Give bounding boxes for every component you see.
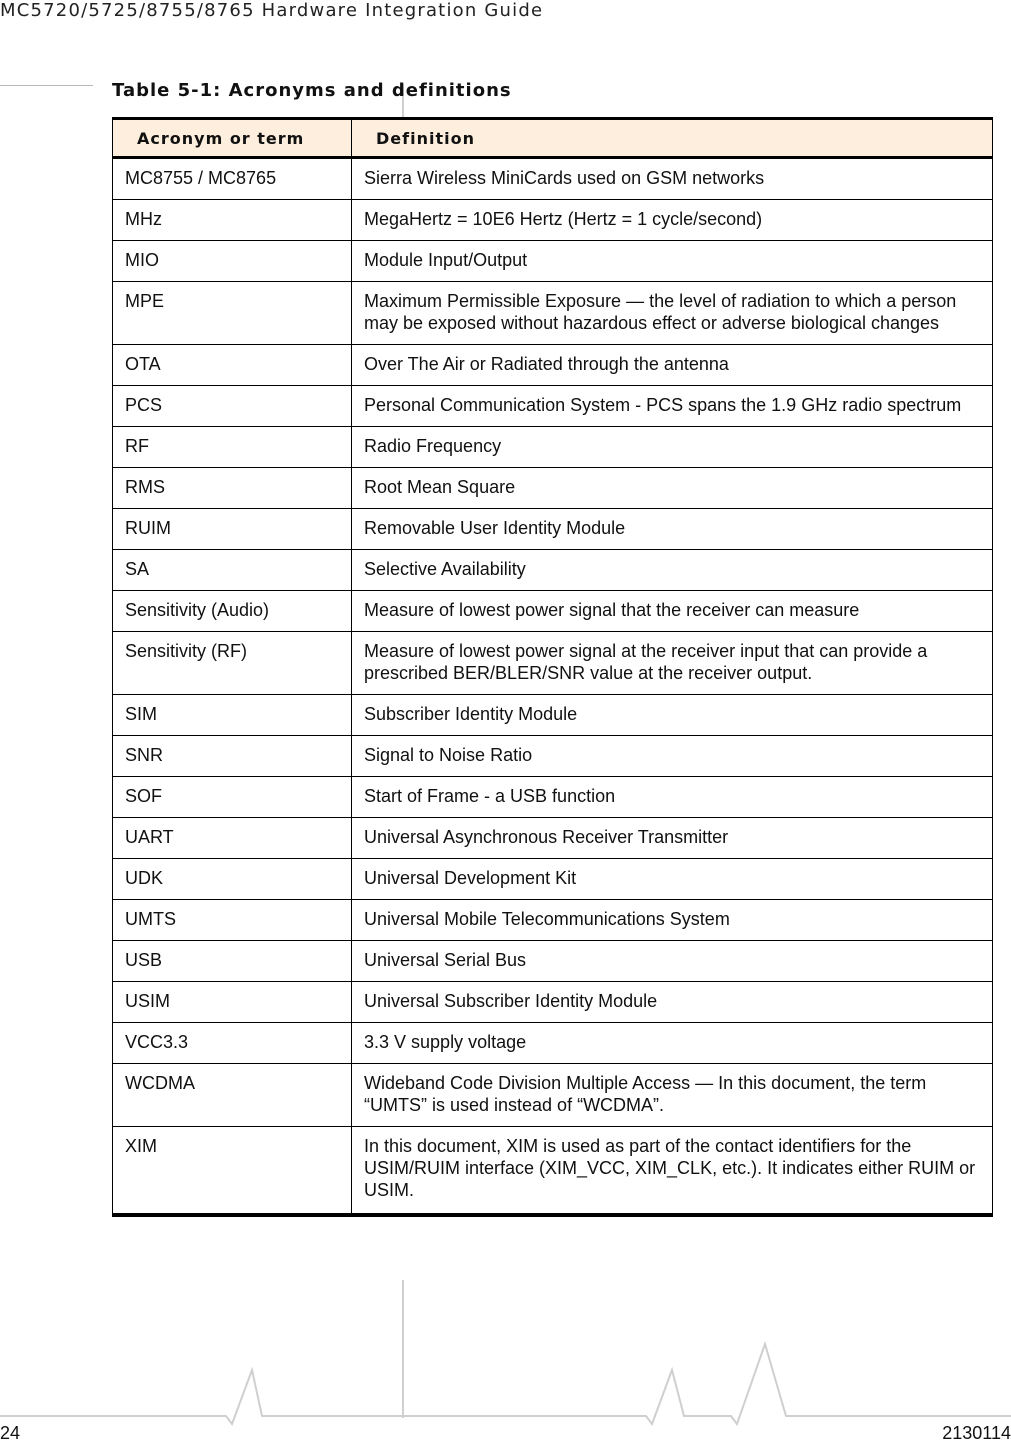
caption-rule — [0, 85, 93, 86]
acronym-cell: Sensitivity (Audio) — [113, 591, 352, 632]
table-row — [113, 1127, 993, 1216]
table-header-row — [113, 119, 993, 158]
acronym-cell: VCC3.3 — [113, 1023, 352, 1064]
definition-cell: Universal Asynchronous Receiver Transmitter — [352, 818, 993, 859]
acronym-cell: WCDMA — [113, 1064, 352, 1127]
acronym-cell: RUIM — [113, 509, 352, 550]
definition-cell: Universal Development Kit — [352, 859, 993, 900]
table-row — [113, 345, 993, 386]
table-body — [113, 158, 993, 1216]
definition-cell: 3.3 V supply voltage — [352, 1023, 993, 1064]
definition-cell: Module Input/Output — [352, 241, 993, 282]
definition-cell: Signal to Noise Ratio — [352, 736, 993, 777]
table-row — [113, 982, 993, 1023]
definition-cell: Universal Mobile Telecommunications System — [352, 900, 993, 941]
definition-cell: Selective Availability — [352, 550, 993, 591]
acronym-cell: PCS — [113, 386, 352, 427]
table-row — [113, 777, 993, 818]
acronym-cell: RF — [113, 427, 352, 468]
acronym-cell: SOF — [113, 777, 352, 818]
table-row — [113, 818, 993, 859]
table-row — [113, 550, 993, 591]
acronym-cell: RMS — [113, 468, 352, 509]
definition-cell: Measure of lowest power signal that the receiver can measure — [352, 591, 993, 632]
table-row — [113, 241, 993, 282]
table-row — [113, 386, 993, 427]
definition-cell: Root Mean Square — [352, 468, 993, 509]
table-row — [113, 900, 993, 941]
table-row — [113, 509, 993, 550]
acronym-cell: MHz — [113, 200, 352, 241]
page-number: 24 — [0, 1423, 21, 1443]
table-row — [113, 158, 993, 200]
acronyms-table — [112, 117, 993, 1217]
footer-wave-decoration — [0, 1336, 1011, 1426]
table-row — [113, 632, 993, 695]
acronym-cell: USIM — [113, 982, 352, 1023]
definition-cell: In this document, XIM is used as part of the contact identifiers for the USIM/RUIM interface (XIM_VCC, XIM_CLK, etc.). It indicates either RUIM or USIM. — [352, 1127, 993, 1216]
definition-cell: Measure of lowest power signal at the receiver input that can provide a prescribed BER/BLER/SNR value at the receiver output. — [352, 632, 993, 695]
table-row — [113, 859, 993, 900]
definition-cell: Start of Frame - a USB function — [352, 777, 993, 818]
definition-cell: Wideband Code Division Multiple Access — In this document, the term “UMTS” is used instead of “WCDMA”. — [352, 1064, 993, 1127]
acronym-cell: XIM — [113, 1127, 352, 1216]
acronym-cell: Sensitivity (RF) — [113, 632, 352, 695]
acronym-cell: MC8755 / MC8765 — [113, 158, 352, 200]
table-row — [113, 941, 993, 982]
acronym-cell: MPE — [113, 282, 352, 345]
definition-cell: Over The Air or Radiated through the antenna — [352, 345, 993, 386]
definition-cell: Universal Subscriber Identity Module — [352, 982, 993, 1023]
acronym-cell: USB — [113, 941, 352, 982]
definition-cell: MegaHertz = 10E6 Hertz (Hertz = 1 cycle/second) — [352, 200, 993, 241]
acronym-cell: UDK — [113, 859, 352, 900]
table-row — [113, 591, 993, 632]
table-row — [113, 200, 993, 241]
definition-cell: Subscriber Identity Module — [352, 695, 993, 736]
acronym-cell: SA — [113, 550, 352, 591]
definition-cell: Maximum Permissible Exposure — the level of radiation to which a person may be exposed without hazardous effect or adverse biological changes — [352, 282, 993, 345]
table-row — [113, 1064, 993, 1127]
column-header-definition: Definition — [352, 119, 993, 158]
table-row — [113, 282, 993, 345]
acronym-cell: OTA — [113, 345, 352, 386]
acronym-cell: UART — [113, 818, 352, 859]
acronym-cell: SNR — [113, 736, 352, 777]
column-header-acronym: Acronym or term — [113, 119, 352, 158]
definition-cell: Radio Frequency — [352, 427, 993, 468]
running-header: MC5720/5725/8755/8765 Hardware Integration Guide — [0, 0, 544, 21]
table-row — [113, 1023, 993, 1064]
table-row — [113, 468, 993, 509]
table-row — [113, 695, 993, 736]
acronyms-table-container — [112, 117, 992, 1217]
acronym-cell: MIO — [113, 241, 352, 282]
table-row — [113, 427, 993, 468]
table-caption: Table 5-1: Acronyms and definitions — [112, 80, 512, 101]
definition-cell: Sierra Wireless MiniCards used on GSM networks — [352, 158, 993, 200]
definition-cell: Removable User Identity Module — [352, 509, 993, 550]
definition-cell: Personal Communication System - PCS spans the 1.9 GHz radio spectrum — [352, 386, 993, 427]
table-row — [113, 736, 993, 777]
document-number: 2130114 — [942, 1423, 1011, 1443]
acronym-cell: SIM — [113, 695, 352, 736]
definition-cell: Universal Serial Bus — [352, 941, 993, 982]
acronym-cell: UMTS — [113, 900, 352, 941]
